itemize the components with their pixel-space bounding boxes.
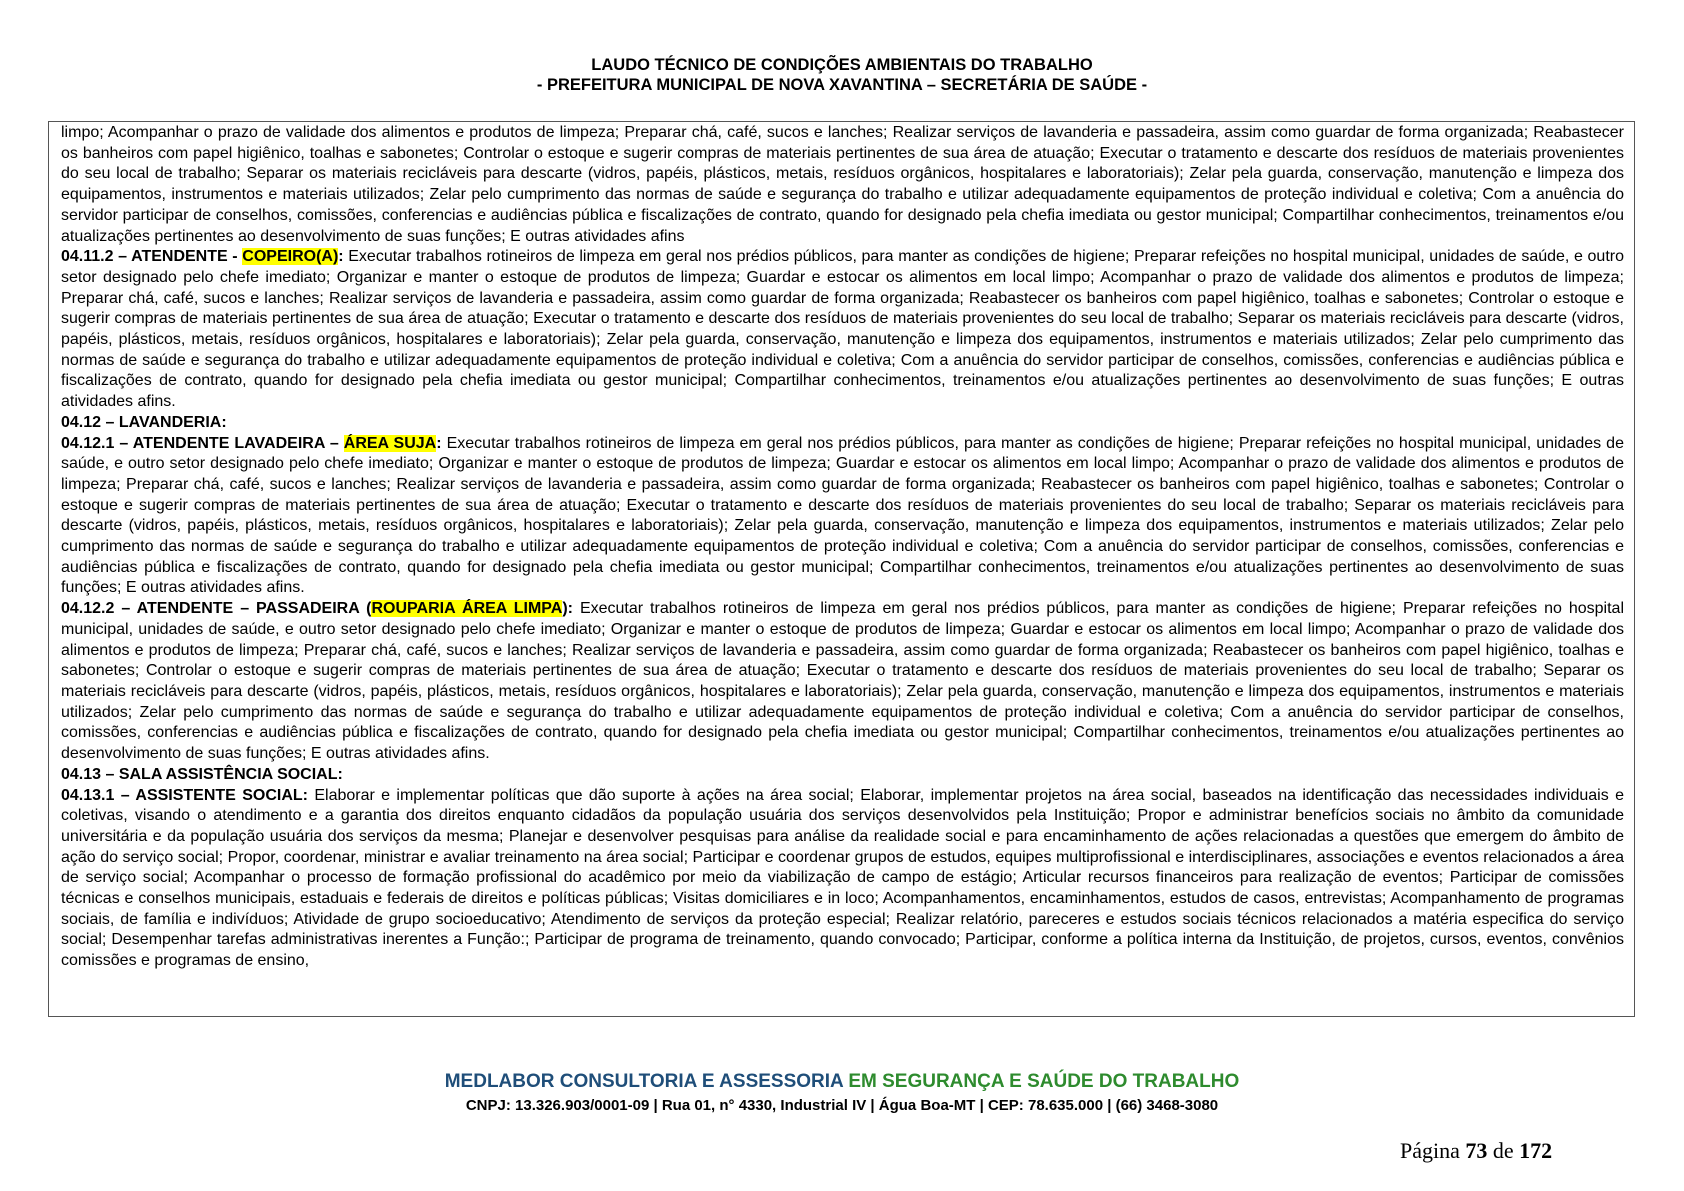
section-body: Elaborar e implementar políticas que dão suporte à ações na área social; Elaborar, implementar projetos na área social, baseados na identificação das necessidades individuais e coletivas, visando o atendimento e a garantia dos direitos enquanto cidadãos da população usuária dos serviços desenvolvidos pela Instituição; Propor e administrar benefícios sociais no âmbito da comunidade universitária e da população usuária dos serviços da mesma; Planejar e desenvolver pesquisas para análise da realidade social e para encaminhamento de ações relacionadas a questões que emergem do âmbito de ação do serviço social; Propor, coordenar, ministrar e avaliar treinamento na área social; Participar e coordenar grupos de estudos, equipes multiprofissional e interdisciplinares, associações e eventos relacionados a área de serviço social; Acompanhar o processo de formação profissional do acadêmico por meio da viabilização de campo de estágio; Articular recursos financeiros para realização de eventos; Participar de comissões técnicas e conselhos municipais, estaduais e federais de direitos e políticas públicas; Visitas domiciliares e in loco; Acompanhamentos, encaminhamentos, estudos de casos, entrevistas; Acompanhamento de programas sociais, de família e indivíduos; Atividade de grupo socioeducativo; Atendimento de serviços da proteção especial; Realizar relatório, pareceres e estudos sociais técnicos relacionados a matéria especifica do serviço social; Desempenhar tarefas administrativas inerentes a Função:; Participar de programa de treinamento, quando convocado; Participar, conforme a política interna da Instituição, de projetos, cursos, eventos, convênios comissões e programas de ensino, xyxy=(61,786,1624,970)
section-atendente-copeiro xyxy=(61,247,1624,413)
section-assistente-social xyxy=(61,786,1624,972)
company-name: MEDLABOR CONSULTORIA E ASSESSORIA xyxy=(444,1071,844,1092)
section-atendente-lavadeira xyxy=(61,434,1624,600)
page-total: 172 xyxy=(1519,1138,1553,1163)
section-atendente-passadeira xyxy=(61,599,1624,765)
paragraph-continuation: limpo; Acompanhar o prazo de validade dos alimentos e produtos de limpeza; Preparar chá, café, sucos e lanches; Realizar serviços de lavanderia e passadeira, assim como guardar de forma organizada; Reabastecer os banheiros com papel higiênico, toalhas e sabonetes; Controlar o estoque e sugerir compras de materiais pertinentes de sua área de atuação; Executar o tratamento e descarte dos resíduos de materiais provenientes do seu local de trabalho; Separar os materiais recicláveis para descarte (vidros, papéis, plásticos, metais, resíduos orgânicos, hospitalares e laboratoriais); Zelar pela guarda, conservação, manutenção e limpeza dos equipamentos, instrumentos e materiais utilizados; Zelar pelo cumprimento das normas de saúde e segurança do trabalho e utilizar adequadamente equipamentos de proteção individual e coletiva; Com a anuência do servidor participar de conselhos, comissões, conferencias e audiências pública e fiscalizações de contrato, quando for designado pela chefia imediata ou gestor municipal; Compartilhar conhecimentos, treinamentos e/ou atualizações pertinentes ao desenvolvimento de suas funções; E outras atividades afins xyxy=(61,124,1624,245)
footer-contact: CNPJ: 13.326.903/0001-09 | Rua 01, n° 4330, Industrial IV | Água Boa-MT | CEP: 78.635.000 | (66) 3468-3080 xyxy=(465,1097,1219,1114)
heading-punct: : xyxy=(436,434,442,452)
content-box xyxy=(48,121,1635,1017)
section-body: Executar trabalhos rotineiros de limpeza em geral nos prédios públicos, para manter as condições de higiene; Preparar refeições no hospital municipal, unidades de saúde, e outro setor designado pelo chefe imediato; Organizar e manter o estoque de produtos de limpeza; Guardar e estocar os alimentos em local limpo; Acompanhar o prazo de validade dos alimentos e produtos de limpeza; Preparar chá, café, sucos e lanches; Realizar serviços de lavanderia e passadeira, assim como guardar de forma organizada; Reabastecer os banheiros com papel higiênico, toalhas e sabonetes; Controlar o estoque e sugerir compras de materiais pertinentes de sua área de atuação; Executar o tratamento e descarte dos resíduos de materiais provenientes do seu local de trabalho; Separar os materiais recicláveis para descarte (vidros, papéis, plásticos, metais, resíduos orgânicos, hospitalares e laboratoriais); Zelar pela guarda, conservação, manutenção e limpeza dos equipamentos, instrumentos e materiais utilizados; Zelar pelo cumprimento das normas de saúde e segurança do trabalho e utilizar adequadamente equipamentos de proteção individual e coletiva; Com a anuência do servidor participar de conselhos, comissões, conferencias e audiências pública e fiscalizações de contrato, quando for designado pela chefia imediata ou gestor municipal; Compartilhar conhecimentos, treinamentos e/ou atualizações pertinentes ao desenvolvimento de suas funções; E outras atividades afins. xyxy=(61,600,1624,763)
highlighted-term: ROUPARIA ÁREA LIMPA xyxy=(371,600,563,618)
section-body: Executar trabalhos rotineiros de limpeza em geral nos prédios públicos, para manter as condições de higiene; Preparar refeições no hospital municipal, unidades de saúde, e outro setor designado pelo chefe imediato; Organizar e manter o estoque de produtos de limpeza; Guardar e estocar os alimentos em local limpo; Acompanhar o prazo de validade dos alimentos e produtos de limpeza; Preparar chá, café, sucos e lanches; Realizar serviços de lavanderia e passadeira, assim como guardar de forma organizada; Reabastecer os banheiros com papel higiênico, toalhas e sabonetes; Controlar o estoque e sugerir compras de materiais pertinentes de sua área de atuação; Executar o tratamento e descarte dos resíduos de materiais provenientes do seu local de trabalho; Separar os materiais recicláveis para descarte (vidros, papéis, plásticos, metais, resíduos orgânicos, hospitalares e laboratoriais); Zelar pela guarda, conservação, manutenção e limpeza dos equipamentos, instrumentos e materiais utilizados; Zelar pelo cumprimento das normas de saúde e segurança do trabalho e utilizar adequadamente equipamentos de proteção individual e coletiva; Com a anuência do servidor participar de conselhos, comissões, conferencias e audiências pública e fiscalizações de contrato, quando for designado pela chefia imediata ou gestor municipal; Compartilhar conhecimentos, treinamentos e/ou atualizações pertinentes ao desenvolvimento de suas funções; E outras atividades afins. xyxy=(61,434,1624,597)
section-heading: 04.13.1 – ASSISTENTE SOCIAL: xyxy=(61,786,308,804)
page-of: de xyxy=(1487,1138,1520,1163)
heading-punct: ): xyxy=(562,600,573,618)
page-number xyxy=(1400,1138,1552,1164)
page-current: 73 xyxy=(1465,1138,1488,1163)
heading-punct: : xyxy=(338,248,344,266)
highlighted-term: COPEIRO(A) xyxy=(242,248,339,266)
section-heading: 04.12.1 – ATENDENTE LAVADEIRA – xyxy=(61,434,344,452)
header-subtitle: - PREFEITURA MUNICIPAL DE NOVA XAVANTINA – SECRETÁRIA DE SAÚDE - xyxy=(536,76,1148,94)
document-header xyxy=(0,55,1684,95)
footer-company xyxy=(0,1071,1684,1093)
page-label: Página xyxy=(1400,1138,1466,1163)
header-title: LAUDO TÉCNICO DE CONDIÇÕES AMBIENTAIS DO TRABALHO xyxy=(591,56,1093,74)
heading-lavanderia: 04.12 – LAVANDERIA: xyxy=(61,413,227,431)
section-heading: 04.11.2 – ATENDENTE - xyxy=(61,248,243,266)
company-tagline: EM SEGURANÇA E SAÚDE DO TRABALHO xyxy=(843,1071,1240,1092)
heading-assistencia-social: 04.13 – SALA ASSISTÊNCIA SOCIAL: xyxy=(61,765,343,783)
highlighted-term: ÁREA SUJA xyxy=(343,434,437,452)
section-heading: 04.12.2 – ATENDENTE – PASSADEIRA ( xyxy=(61,600,372,618)
section-body: Executar trabalhos rotineiros de limpeza em geral nos prédios públicos, para manter as condições de higiene; Preparar refeições no hospital municipal, unidades de saúde, e outro setor designado pelo chefe imediato; Organizar e manter o estoque de produtos de limpeza; Guardar e estocar os alimentos em local limpo; Acompanhar o prazo de validade dos alimentos e produtos de limpeza; Preparar chá, café, sucos e lanches; Realizar serviços de lavanderia e passadeira, assim como guardar de forma organizada; Reabastecer os banheiros com papel higiênico, toalhas e sabonetes; Controlar o estoque e sugerir compras de materiais pertinentes de sua área de atuação; Executar o tratamento e descarte dos resíduos de materiais provenientes do seu local de trabalho; Separar os materiais recicláveis para descarte (vidros, papéis, plásticos, metais, resíduos orgânicos, hospitalares e laboratoriais); Zelar pela guarda, conservação, manutenção e limpeza dos equipamentos, instrumentos e materiais utilizados; Zelar pelo cumprimento das normas de saúde e segurança do trabalho e utilizar adequadamente equipamentos de proteção individual e coletiva; Com a anuência do servidor participar de conselhos, comissões, conferencias e audiências pública e fiscalizações de contrato, quando for designado pela chefia imediata ou gestor municipal; Compartilhar conhecimentos, treinamentos e/ou atualizações pertinentes ao desenvolvimento de suas funções; E outras atividades afins. xyxy=(61,248,1624,411)
